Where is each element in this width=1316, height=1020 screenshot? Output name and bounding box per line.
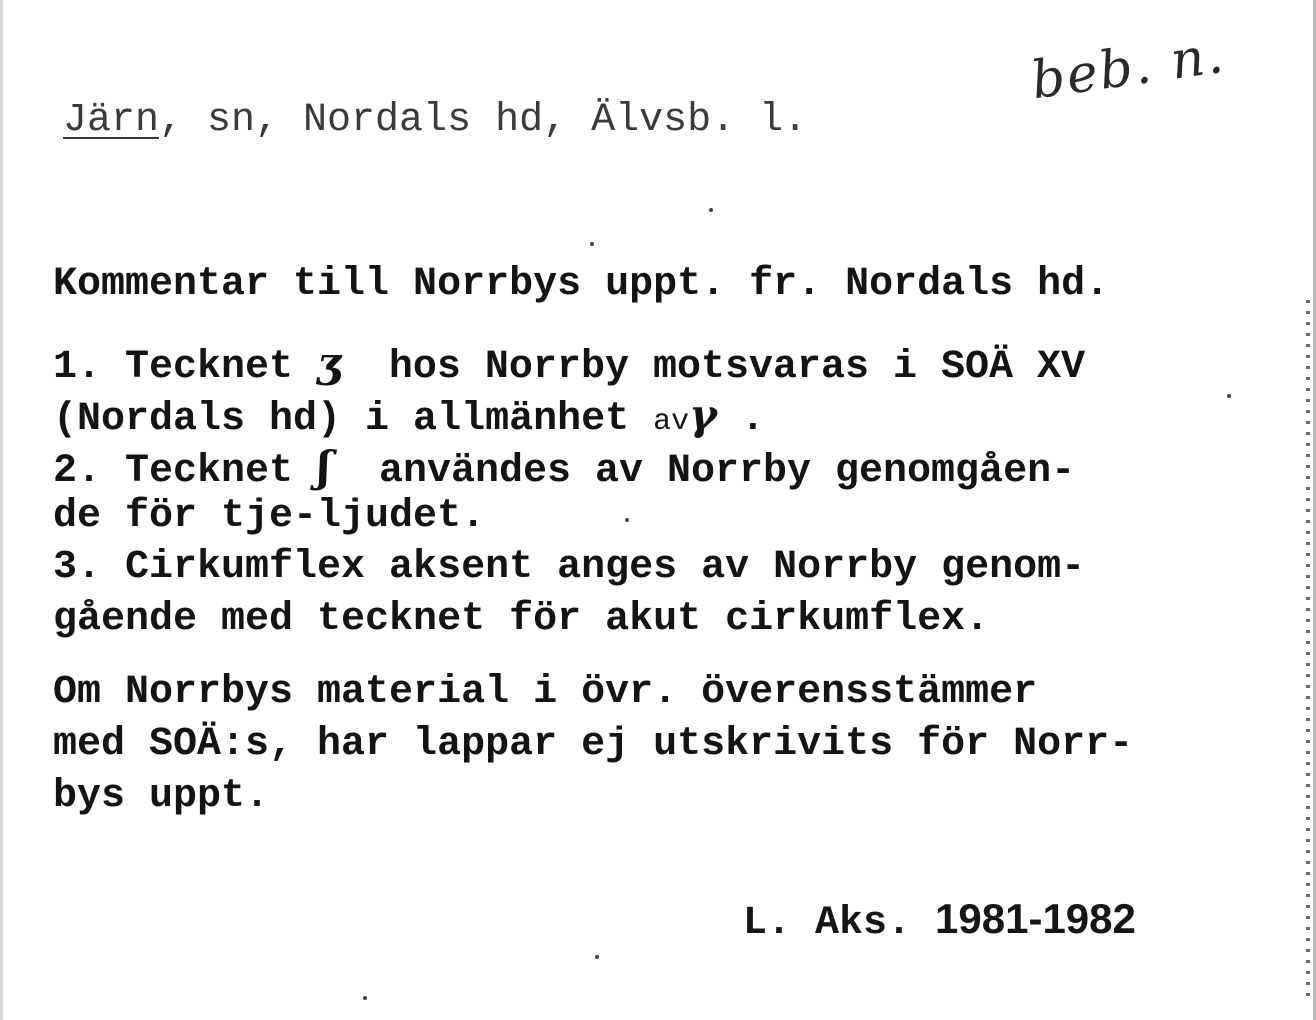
place-details: , sn, Nordals hd, Älvsb. l. xyxy=(159,98,808,143)
item-1-line-2: (Nordals hd) i allmänhet avγ . xyxy=(53,390,765,442)
item-2-line-1: 2. Tecknet ʃ användes av Norrby genomgåen- xyxy=(53,442,1076,494)
perforated-edge xyxy=(1306,300,1310,1000)
dust-speck xyxy=(590,242,594,246)
place-name: Järn xyxy=(63,98,160,143)
item-2-line-2: de för tje-ljudet. xyxy=(53,494,486,539)
dust-speck xyxy=(1227,394,1231,398)
item-3-line-1: 3. Cirkumflex aksent anges av Norrby genom- xyxy=(53,545,1086,590)
dust-speck xyxy=(595,955,599,959)
item-1-line-1: 1. Tecknet ʒ hos Norrby motsvaras i SOÄ XV xyxy=(53,338,1086,390)
item-3-line-2: gående med tecknet för akut cirkumflex. xyxy=(53,597,990,642)
signature-years: 1981-1982 xyxy=(935,895,1136,942)
ezh-glyph: ʒ xyxy=(317,338,341,387)
signature xyxy=(743,895,1136,946)
gamma-glyph: γ xyxy=(689,390,717,439)
closing-line-1: Om Norrbys material i övr. överensstämmer xyxy=(53,670,1038,715)
esh-glyph: ʃ xyxy=(317,442,331,491)
dust-speck xyxy=(625,518,629,522)
signature-name: L. Aks. xyxy=(743,901,936,946)
dust-speck xyxy=(709,208,713,212)
dust-speck xyxy=(363,996,367,1000)
handwritten-note: beb. n. xyxy=(1027,24,1229,112)
intro-line: Kommentar till Norrbys uppt. fr. Nordals hd. xyxy=(53,262,1110,307)
card-header xyxy=(63,98,807,143)
closing-line-3: bys uppt. xyxy=(53,774,270,819)
closing-line-2: med SOÄ:s, har lappar ej utskrivits för Norr- xyxy=(53,722,1134,767)
